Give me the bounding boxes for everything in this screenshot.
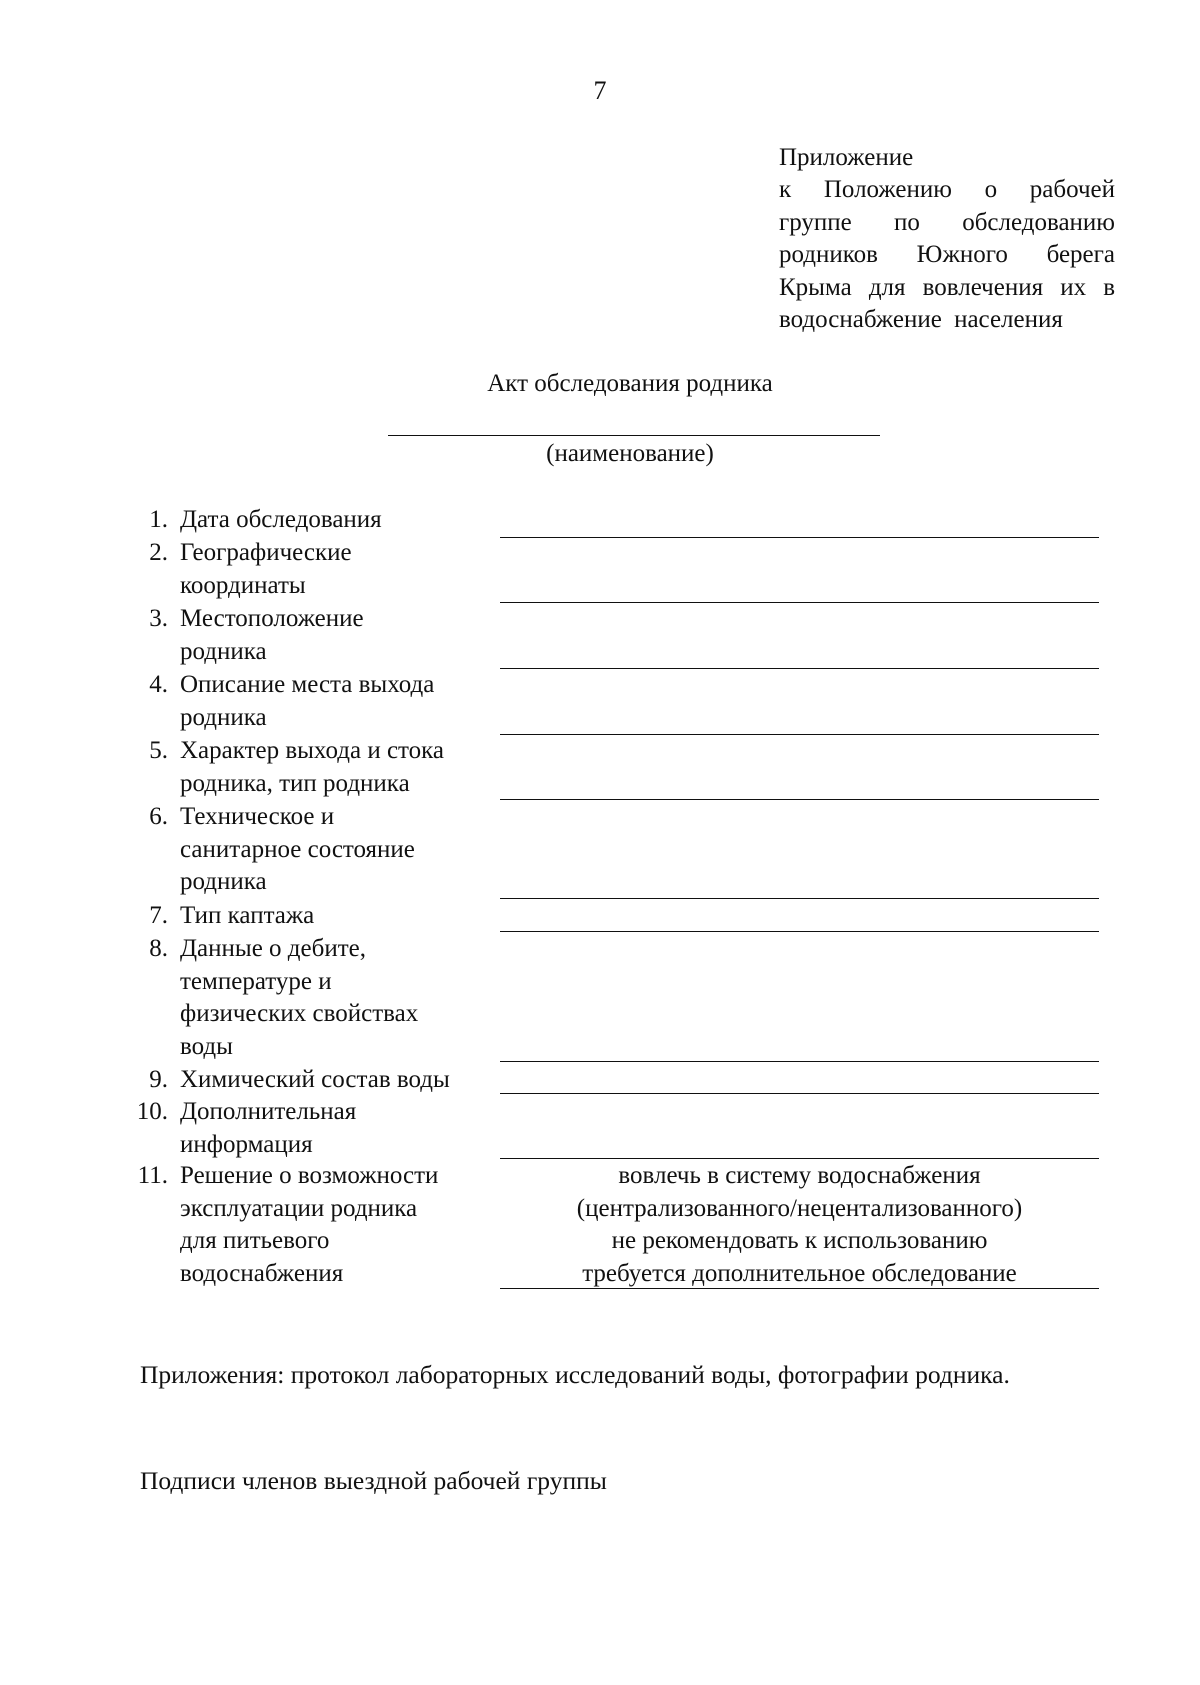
item-label-additional-info: Дополнительная информация [180, 1098, 357, 1158]
field-outlet-description[interactable] [500, 734, 1099, 735]
decision-option-system-type[interactable]: (централизованного/нецентализованного) [576, 1194, 1023, 1222]
decision-option-not-recommend[interactable]: не рекомендовать к использованию [611, 1227, 988, 1255]
field-chemical-composition[interactable] [500, 1093, 1099, 1094]
spring-name-caption: (наименование) [546, 440, 714, 467]
item-label-survey-date: Дата обследования [180, 506, 382, 533]
field-flow-temperature[interactable] [500, 1061, 1099, 1062]
item-label-coordinates: Географические координаты [180, 539, 352, 599]
appendix-line-1: Приложение [779, 144, 914, 171]
act-title: Акт обследования родника [487, 370, 773, 397]
item-number: 1. [149, 506, 168, 533]
item-number: 2. [149, 539, 168, 566]
field-exploitation-decision [500, 1288, 1099, 1289]
field-location[interactable] [500, 668, 1099, 669]
item-number: 9. [149, 1066, 168, 1093]
field-coordinates[interactable] [500, 602, 1099, 603]
appendix-line-3: группе по обследованию [779, 208, 1115, 236]
item-label-flow-temperature: Данные о дебите, температуре и физических свойствах воды [180, 935, 419, 1060]
item-label-captage-type: Тип каптажа [180, 902, 315, 929]
field-condition[interactable] [500, 898, 1099, 899]
spring-name-field[interactable] [388, 435, 880, 436]
appendix-line-2: к Положению о рабочей [779, 176, 1115, 204]
item-label-outlet-type: Характер выхода и стока родника, тип родника [180, 737, 445, 797]
item-label-outlet-description: Описание места выхода родника [180, 671, 435, 731]
item-number: 6. [149, 803, 168, 830]
item-number: 10. [136, 1098, 168, 1125]
decision-option-further-survey[interactable]: требуется дополнительное обследование [582, 1259, 1017, 1287]
field-additional-info[interactable] [500, 1158, 1099, 1159]
appendix-line-6: водоснабжение населения [779, 306, 1063, 334]
item-label-exploitation-decision: Решение о возможности эксплуатации родника для питьевого водоснабжения [180, 1162, 439, 1287]
decision-options [500, 1160, 1099, 1290]
item-number: 5. [149, 737, 168, 764]
item-label-chemical-composition: Химический состав воды [180, 1066, 450, 1093]
field-captage-type[interactable] [500, 931, 1099, 932]
appendix-line-4: родников Южного берега [779, 241, 1115, 269]
field-outlet-type[interactable] [500, 799, 1099, 800]
item-number: 4. [149, 671, 168, 698]
item-label-condition: Техническое и санитарное состояние родника [180, 803, 415, 896]
appendix-line-5: Крыма для вовлечения их в [779, 273, 1115, 301]
decision-option-involve[interactable]: вовлечь в систему водоснабжения [618, 1162, 981, 1189]
attachments-note: Приложения: протокол лабораторных исследований воды, фотографии родника. [140, 1360, 1010, 1389]
page-number: 7 [593, 76, 607, 105]
item-number: 8. [149, 935, 168, 962]
item-label-location: Местоположение родника [180, 605, 364, 665]
signatures-heading: Подписи членов выездной рабочей группы [140, 1466, 607, 1495]
item-number: 3. [149, 605, 168, 632]
item-number: 11. [137, 1162, 168, 1189]
item-number: 7. [149, 902, 168, 929]
field-survey-date[interactable] [500, 537, 1099, 538]
appendix-heading [779, 142, 1115, 336]
